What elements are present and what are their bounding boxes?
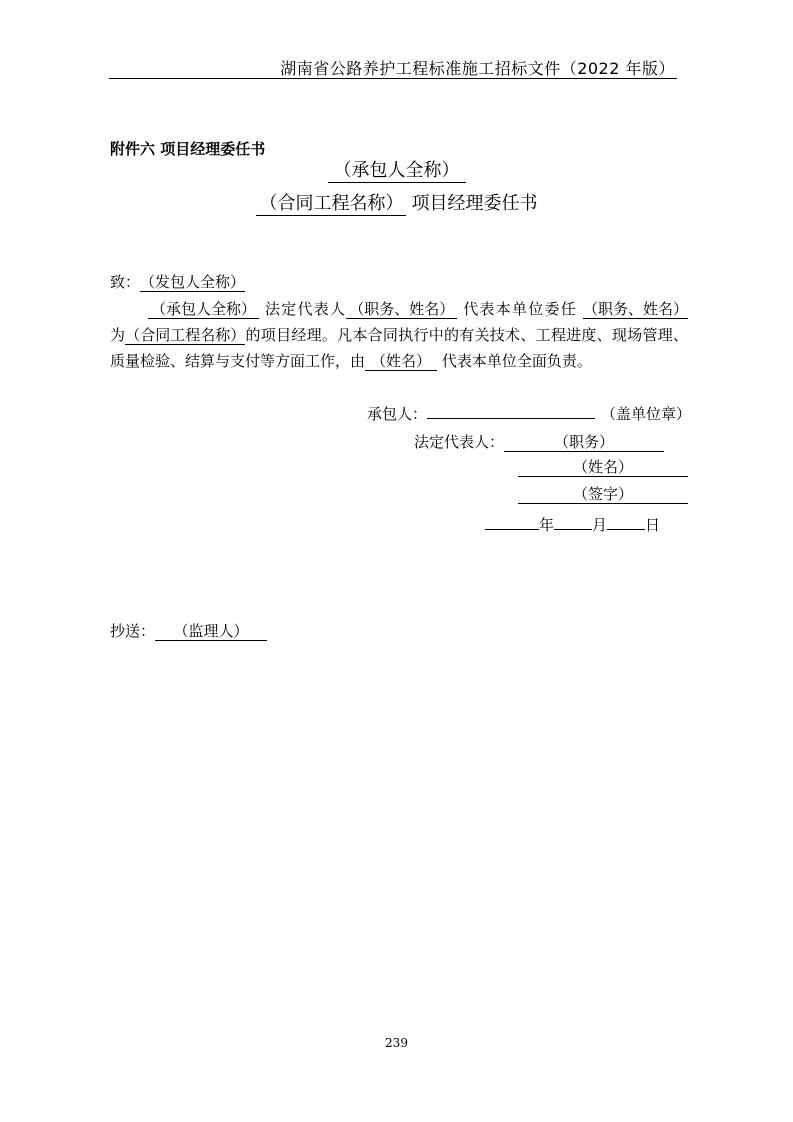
header-divider [109, 78, 677, 79]
supervisor-field: （监理人） [155, 622, 267, 641]
name-row [518, 458, 688, 477]
contract-name-field: （合同工程名称） [125, 326, 246, 344]
contractor-signature-row [367, 402, 691, 424]
title-contractor-line [0, 160, 793, 183]
appointment-paragraph [110, 296, 688, 374]
title-contractor-fullname: （承包人全称） [328, 161, 466, 183]
to-prefix: 致： [110, 273, 141, 291]
as-text: 为 [110, 326, 126, 344]
day-blank [607, 513, 645, 530]
responsible-text: 代表本单位全面负责。 [441, 352, 592, 370]
contractor-fullname-field: （承包人全称） [148, 301, 259, 319]
employer-fullname-field: （发包人全称） [140, 273, 246, 291]
day-label: 日 [645, 516, 661, 534]
title-contract-name: （合同工程名称） [256, 194, 406, 216]
contractor-blank [427, 402, 595, 419]
year-label: 年 [539, 516, 555, 534]
date-row [485, 513, 660, 535]
legal-rep-text: 法定代表人 [265, 300, 347, 318]
legal-rep-title-name-field: （职务、姓名） [346, 301, 457, 319]
pm-title-name-field: （职务、姓名） [582, 300, 688, 318]
body-text: 的项目经理。凡本合同执行中的有关技术、工程进度、现场管理、质量检验、结算与支付等方面工作，由 [110, 326, 688, 370]
addressee-line [110, 271, 245, 292]
rep-signature-field: （签字） [518, 485, 688, 504]
cc-label: 抄送： [110, 622, 156, 640]
seal-label: （盖单位章） [601, 405, 692, 423]
legal-rep-row [414, 431, 664, 452]
delegate-text: 代表本单位委任 [463, 300, 577, 318]
rep-name-field: （姓名） [518, 458, 688, 477]
position-field: （职务） [504, 433, 664, 452]
page-number: 239 [385, 1036, 408, 1050]
appendix-label: 附件六 项目经理委任书 [110, 140, 266, 158]
year-blank [485, 513, 539, 530]
title-contract-line [0, 189, 793, 216]
signature-row [518, 485, 688, 504]
month-blank [554, 513, 592, 530]
header-title: 湖南省公路养护工程标准施工招标文件（2022 年版） [280, 59, 675, 78]
month-label: 月 [592, 516, 608, 534]
contractor-label: 承包人： [367, 405, 428, 423]
cc-line [110, 620, 267, 641]
name-field: （姓名） [365, 353, 437, 371]
title-suffix: 项目经理委任书 [411, 193, 538, 214]
legal-rep-label: 法定代表人： [414, 433, 505, 451]
